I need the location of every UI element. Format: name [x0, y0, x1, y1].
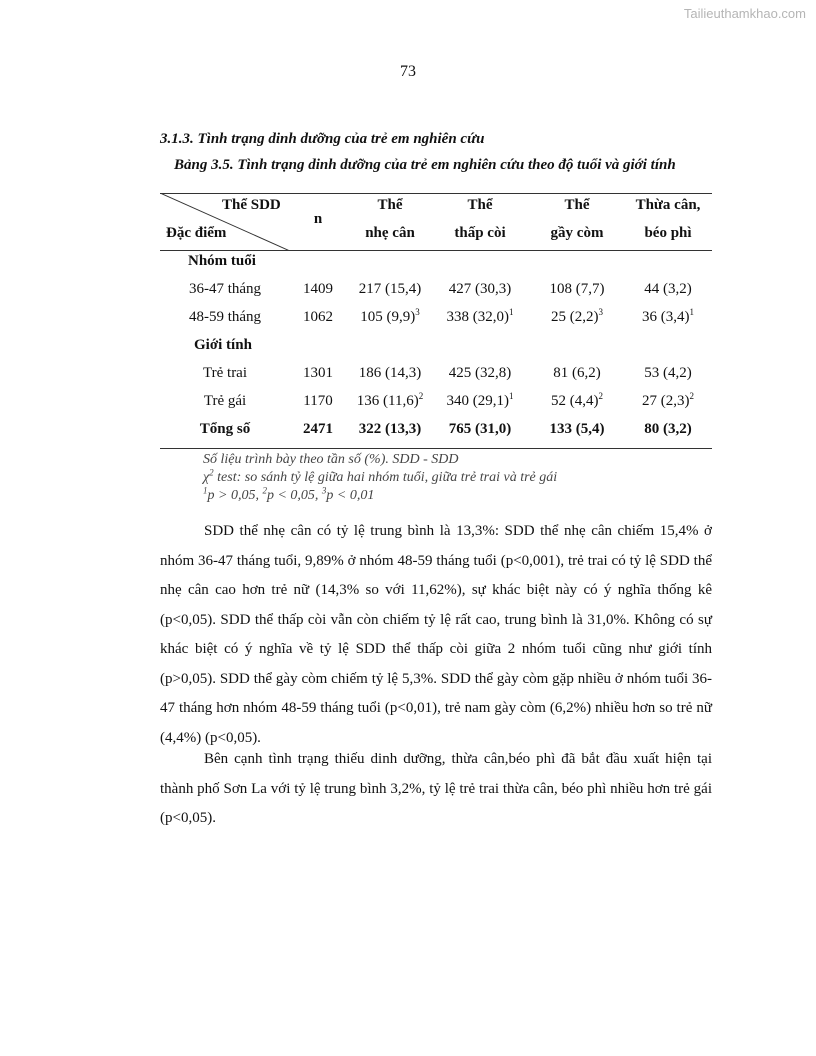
table-cell: 53 (4,2) — [644, 365, 692, 381]
table-cell-n: 1301 — [303, 365, 333, 381]
section-heading: 3.1.3. Tình trạng dinh dưỡng của trẻ em nghiên cứu — [160, 131, 485, 147]
group-sex-label: Giới tính — [194, 337, 252, 353]
header-col4-line1: Thừa cân, — [635, 197, 701, 213]
header-col1-line1: Thể — [377, 197, 403, 213]
body-paragraph-2: Bên cạnh tình trạng thiếu dinh dưỡng, thừa cân,béo phì đã bắt đầu xuất hiện tại thành phố Sơn La với tỷ lệ trung bình 3,2%, tỷ lệ trẻ trai thừa cân, béo phì nhiều hơn trẻ gái (p<0,05). — [160, 751, 712, 826]
header-n: n — [313, 211, 323, 227]
table-row-label: Trẻ trai — [202, 365, 248, 381]
table-cell: 340 $(29,1)^1$ — [446, 391, 514, 409]
group-age-label: Nhóm tuổi — [188, 253, 256, 269]
table-cell: 186 (14,3) — [358, 365, 422, 381]
header-col1-line2: nhẹ cân — [365, 225, 415, 241]
table-cell: 52 $(4,4)^2$ — [551, 391, 603, 409]
table-cell-n: 1062 — [303, 309, 333, 325]
table-bottom-rule — [160, 448, 712, 449]
watermark: Tailieuthamkhao.com — [683, 6, 806, 21]
header-col2-line1: Thể — [467, 197, 493, 213]
header-col4-line2: béo phì — [644, 225, 692, 241]
table-cell: 427 (30,3) — [448, 281, 512, 297]
header-col3-line2: gầy còm — [550, 225, 604, 241]
table-note-1: Số liệu trình bày theo tần số (%). SDD - SDD — [203, 452, 459, 467]
total-cell: 133 (5,4) — [549, 421, 605, 437]
table-cell: 338 $(32,0)^1$ — [446, 307, 514, 325]
total-cell: 765 (31,0) — [448, 421, 512, 437]
table-cell: 105 $(9,9)^3$ — [360, 307, 420, 325]
table-row-label: 48-59 tháng — [188, 309, 262, 325]
corner-top-label: Thể SDD — [222, 197, 281, 213]
header-col3-line1: Thể — [564, 197, 590, 213]
table-cell-n: 1170 — [303, 393, 333, 409]
table-cell: 136 $(11,6)^2$ — [356, 391, 424, 409]
table-cell: 108 (7,7) — [549, 281, 605, 297]
nutrition-table — [160, 193, 712, 449]
total-n: 2471 — [303, 421, 333, 437]
table-cell: 25 $(2,2)^3$ — [551, 307, 603, 325]
total-cell: 322 (13,3) — [358, 421, 422, 437]
table-caption: Bảng 3.5. Tình trạng dinh dưỡng của trẻ em nghiên cứu theo độ tuổi và giới tính — [174, 157, 676, 173]
body-paragraph-1: SDD thể nhẹ cân có tỷ lệ trung bình là 13,3%: SDD thể nhẹ cân chiếm 15,4% ở nhóm 36-47 tháng tuổi, 9,89% ở nhóm 48-59 tháng tuổi (p<0,001), trẻ trai có tỷ lệ SDD thể nhẹ cân cao hơn trẻ nữ (14,3% so với 11,62%), sự khác biệt này có ý nghĩa thống kê (p<0,05). SDD thể thấp còi vẫn còn chiếm tỷ lệ rất cao, trung bình là 31,0%. Không có sự khác biệt có ý nghĩa về tỷ lệ SDD thể thấp còi giữa 2 nhóm tuổi cũng như giới tính (p>0,05). SDD thể gày còm chiếm tỷ lệ 5,3%. SDD thể gày còm gặp nhiều ở nhóm tuổi 36-47 tháng hơn nhóm 48-59 tháng tuổi (p<0,01), trẻ nam gày còm (6,2%) nhiều hơn so trẻ nữ (4,4%) (p<0,05). — [160, 523, 712, 746]
table-cell: 36 $(3,4)^1$ — [642, 307, 694, 325]
table-cell: 425 (32,8) — [448, 365, 512, 381]
table-cell: 44 (3,2) — [644, 281, 692, 297]
page-number: 73 — [400, 63, 416, 80]
table-cell: 217 (15,4) — [358, 281, 422, 297]
corner-bottom-label: Đặc điểm — [166, 225, 227, 241]
table-cell: 81 (6,2) — [553, 365, 601, 381]
table-cell: 27 $(2,3)^2$ — [642, 391, 694, 409]
table-note-3: $^1$p > 0,05, $^2$p < 0,05, $^3$p < 0,01 — [203, 485, 375, 503]
header-col2-line2: thấp còi — [454, 225, 506, 241]
table-note-2: $\chi^2$ test: so sánh tỷ lệ giữa hai nhóm tuổi, giữa trẻ trai và trẻ gái — [203, 467, 558, 485]
total-label: Tổng số — [199, 421, 251, 437]
table-cell-n: 1409 — [303, 281, 333, 297]
table-row-label: Trẻ gái — [203, 393, 247, 409]
total-cell: 80 (3,2) — [644, 421, 692, 437]
header-bottom-rule — [160, 250, 712, 251]
table-row-label: 36-47 tháng — [188, 281, 262, 297]
